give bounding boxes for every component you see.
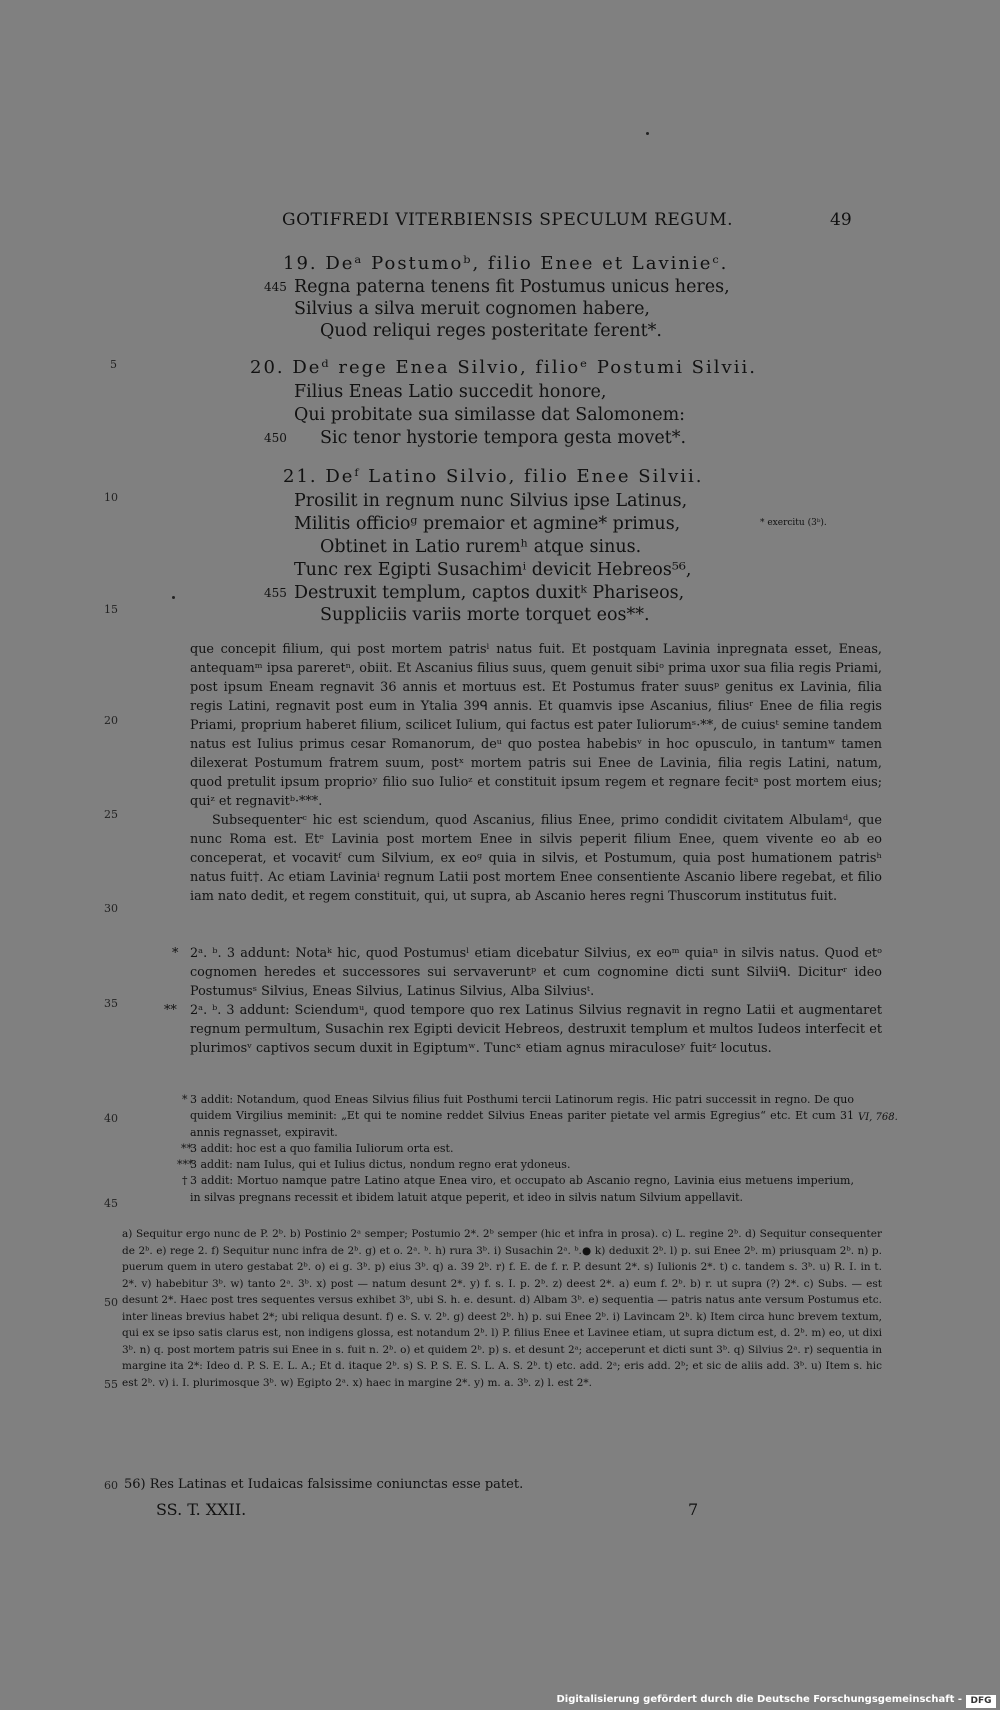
line-number: 35 <box>104 997 118 1010</box>
verse-line: Militis officioᵍ premaior et agmine* primus, <box>294 514 681 534</box>
verse-line: Prosilit in regnum nunc Silvius ipse Latinus, <box>294 491 688 511</box>
note-mark: * <box>182 1093 188 1106</box>
verse-number: 445 <box>264 280 287 294</box>
note-mark: *** <box>177 1158 194 1172</box>
line-number: 5 <box>110 358 117 371</box>
verse-heading: 20. Deᵈ rege Enea Silvio, filioᵉ Postumi Silvii. <box>250 357 757 378</box>
verse-number: 450 <box>264 431 287 445</box>
signature-number: 7 <box>688 1500 699 1519</box>
additions <box>164 944 882 1058</box>
note-text: 3 addit: Notandum, quod Eneas Silvius filius fuit Posthumi tercii Latinorum regis. Hic patri successit in regno. De quo quidem Virgilius meminit: „Et qui te nomine reddet Silvius Eneas pariter pietate vel armis Egregius“ etc. Et cum 31 annis regnasset, expiravit. <box>190 1093 854 1139</box>
verse-line: Tunc rex Egipti Susachimⁱ devicit Hebreos⁵⁶, <box>294 560 692 580</box>
credit-bar <box>0 1694 1000 1710</box>
line-number: 10 <box>104 491 118 504</box>
line-number: 60 <box>104 1479 118 1492</box>
note-mark: † <box>182 1174 188 1188</box>
footnote-56: 56) Res Latinas et Iudaicas falsissime coniunctas esse patet. <box>124 1477 524 1492</box>
note-text: 3 addit: Mortuo namque patre Latino atque Enea viro, et occupato ab Ascanio regno, Lavinia eius metuens imperium, in silvas pregnans recessit et ibidem latuit atque peperit, et ideo in silvis natum Silvium appellavit. <box>190 1174 854 1204</box>
page-number: 49 <box>830 210 852 230</box>
running-title: GOTIFREDI VITERBIENSIS SPECULUM REGUM. <box>282 210 734 230</box>
speck <box>646 132 649 135</box>
verse-line: Quod reliqui reges posteritate ferent*. <box>320 321 662 341</box>
verse-number: 455 <box>264 586 287 600</box>
commentary <box>190 640 882 906</box>
verse-line: Suppliciis variis morte torquet eos**. <box>320 605 650 625</box>
verse-line: Regna paterna tenens fit Postumus unicus heres, <box>294 277 730 297</box>
addition-text: 2ᵃ. ᵇ. 3 addunt: Notaᵏ hic, quod Postumusˡ etiam dicebatur Silvius, ex eoᵐ quiaⁿ in silvis natus. Quod etᵒ cognomen heredes et successores sui servaveruntᵖ et cum cognomine dicti sunt Silviiᑫ. Diciturʳ ideo Postumusˢ Silvius, Eneas Silvius, Latinus Silvius, Alba Silviusᵗ. <box>190 946 882 999</box>
verse-line: Destruxit templum, captos duxitᵏ Phariseos, <box>294 583 685 603</box>
line-number: 30 <box>104 902 118 915</box>
margin-note: * exercitu (3ᵇ). <box>760 518 827 528</box>
note-mark: ** <box>181 1141 192 1155</box>
speck <box>172 596 175 599</box>
note-text: 3 addit: nam Iulus, qui et Iulius dictus, nondum regno erat ydoneus. <box>190 1158 571 1172</box>
verse-line: Qui probitate sua similasse dat Salomonem: <box>294 405 686 425</box>
line-number: 55 <box>104 1378 118 1391</box>
funding-credit: Digitalisierung gefördert durch die Deutsche Forschungsgemeinschaft - <box>556 1694 962 1705</box>
commentary-paragraph: que concepit filium, qui post mortem patrisˡ natus fuit. Et postquam Lavinia inpregnata esset, Eneas, antequamᵐ ipsa pareretⁿ, obiit. Et Ascanius filius suus, quem genuit sibiᵒ prima uxor sua filia regis Priami, post ipsum Eneam regnavit 36 annis et mortuus est. Et Postumus frater suusᵖ genitus ex Lavinia, filia regis Latini, regnavit post eum in Ytalia 39ᑫ annis. Et quamvis ipse Ascanius, filiusʳ Enee de filia regis Priami, proprium haberet filium, scilicet Iulium, qui factus est pater Iuliorumˢ·**, de cuiusᵗ semine tandem natus est Iulius primus cesar Romanorum, deᵘ quo postea habebisᵛ in hoc opusculo, in tantumʷ tamen dilexerat Postumum fratrem suum, postˣ mortem patris sui Enee de Lavinia, filia regis Latini, natum, quod pretulit ipsum proprioʸ filio suo Iulioᶻ et constituit ipsum regem et regnare fecitᵃ post mortem eius; quiᶻ et regnavitᵇ·***. <box>190 642 882 809</box>
line-number: 45 <box>104 1197 118 1210</box>
commentary-paragraph: Subsequenterᶜ hic est sciendum, quod Ascanius, filius Enee, primo condidit civitatem Albulamᵈ, que nunc Roma est. Etᵉ Lavinia post mortem Enee in silvis peperit filium Enee, quem vivente eo ab eo conceperat, et vocavitᶠ cum Silvium, ex eoᵍ quia in silvis, et Postumum, quia post humationem patrisʰ natus fuit†. Ac etiam Laviniaⁱ regnum Latii post mortem Enee consentiente Ascanio libere regebat, et filio iam nato dedit, et regem constituit, qui, ut supra, ab Ascanio heres regni Thuscorum institutus fuit. <box>190 813 882 904</box>
signature-mark: SS. T. XXII. <box>156 1500 247 1519</box>
critical-apparatus: a) Sequitur ergo nunc de P. 2ᵇ. b) Postinio 2ᵃ semper; Postumio 2*. 2ᵇ semper (hic et infra in prosa). c) L. regine 2ᵇ. d) Sequitur consequenter de 2ᵇ. e) rege 2. f) Sequitur nunc infra de 2ᵇ. g) et o. 2ᵃ. ᵇ. h) rura 3ᵇ. i) Susachin 2ᵃ. ᵇ.● k) deduxit 2ᵇ. l) p. sui Enee 2ᵇ. m) priusquam 2ᵇ. n) p. puerum quem in utero gestabat 2ᵇ. o) ei g. 3ᵇ. p) eius 3ᵇ. q) a. 39 2ᵇ. r) f. E. de f. r. P. desunt 2*. s) Iulionis 2*. t) c. tandem s. 3ᵇ. u) R. I. in t. 2*. v) habebitur 3ᵇ. w) tanto 2ᵃ. 3ᵇ. x) post — natum desunt 2*. y) f. s. I. p. 2ᵇ. z) deest 2*. a) eum f. 2ᵇ. b) r. ut supra (?) 2*. c) Subs. — est desunt 2*. Haec post tres sequentes versus exhibet 3ᵇ, ubi S. h. e. desunt. d) Albam 3ᵇ. e) sequentia — patris natus ante versum Postumus etc. inter lineas brevius habet 2*; ubi reliqua desunt. f) e. S. v. 2ᵇ. g) deest 2ᵇ. h) p. sui Enee 2ᵇ. i) Lavincam 2ᵇ. k) Item circa hunc brevem textum, qui ex se ipso satis clarus est, non indigens glossa, est notandum 2ᵇ. l) P. filius Enee et Lavinee etiam, ut supra dictum est, d. 2ᵇ. m) eo, ut dixi 3ᵇ. n) q. post mortem patris sui Enee in s. fuit n. 2ᵇ. o) et quidem 2ᵇ. p) s. et desunt 2ᵃ; acceperunt et dicti sunt 3ᵇ. q) Silvius 2ᵃ. r) sequentia in margine ita 2*: Ideo d. P. S. E. L. A.; Et d. itaque 2ᵇ. s) S. P. S. E. S. L. A. S. 2ᵇ. t) etc. add. 2ᵃ; eris add. 2ᵇ; et sic de aliis add. 3ᵇ. u) Item s. hic est 2ᵇ. v) i. I. plurimosque 3ᵇ. w) Egipto 2ᵃ. x) haec in margine 2*. y) m. a. 3ᵇ. z) l. est 2*. <box>122 1228 882 1389</box>
margin-reference: VI, 768. <box>858 1112 898 1123</box>
verse-line: Obtinet in Latio ruremʰ atque sinus. <box>320 537 642 557</box>
line-number: 50 <box>104 1296 118 1309</box>
verse-heading: 21. Deᶠ Latino Silvio, filio Enee Silvii. <box>283 466 704 487</box>
line-number: 40 <box>104 1112 118 1125</box>
line-number: 25 <box>104 808 118 821</box>
addition-mark: ** <box>164 1003 177 1018</box>
starred-notes <box>177 1092 854 1206</box>
dfg-logo: DFG <box>966 1695 996 1708</box>
line-number: 15 <box>104 603 118 616</box>
verse-line: Sic tenor hystorie tempora gesta movet*. <box>320 428 687 448</box>
verse-heading: 19. Deᵃ Postumoᵇ, filio Enee et Lavinieᶜ. <box>283 253 729 274</box>
line-number: 20 <box>104 714 118 727</box>
verse-line: Filius Eneas Latio succedit honore, <box>294 382 607 402</box>
addition-text: 2ᵃ. ᵇ. 3 addunt: Sciendumᵘ, quod tempore quo rex Latinus Silvius regnavit in regno Latii et augmentaret regnum permultum, Susachin rex Egipti devicit Hebreos, destruxit templum et multos Iudeos interfecit et plurimosᵛ captivos secum duxit in Egiptumʷ. Tuncˣ etiam agnus miraculoseʸ fuitᶻ locutus. <box>190 1003 882 1056</box>
verse-line: Silvius a silva meruit cognomen habere, <box>294 299 650 319</box>
note-text: 3 addit: hoc est a quo familia Iuliorum orta est. <box>190 1141 454 1155</box>
addition-mark: * <box>172 946 179 961</box>
